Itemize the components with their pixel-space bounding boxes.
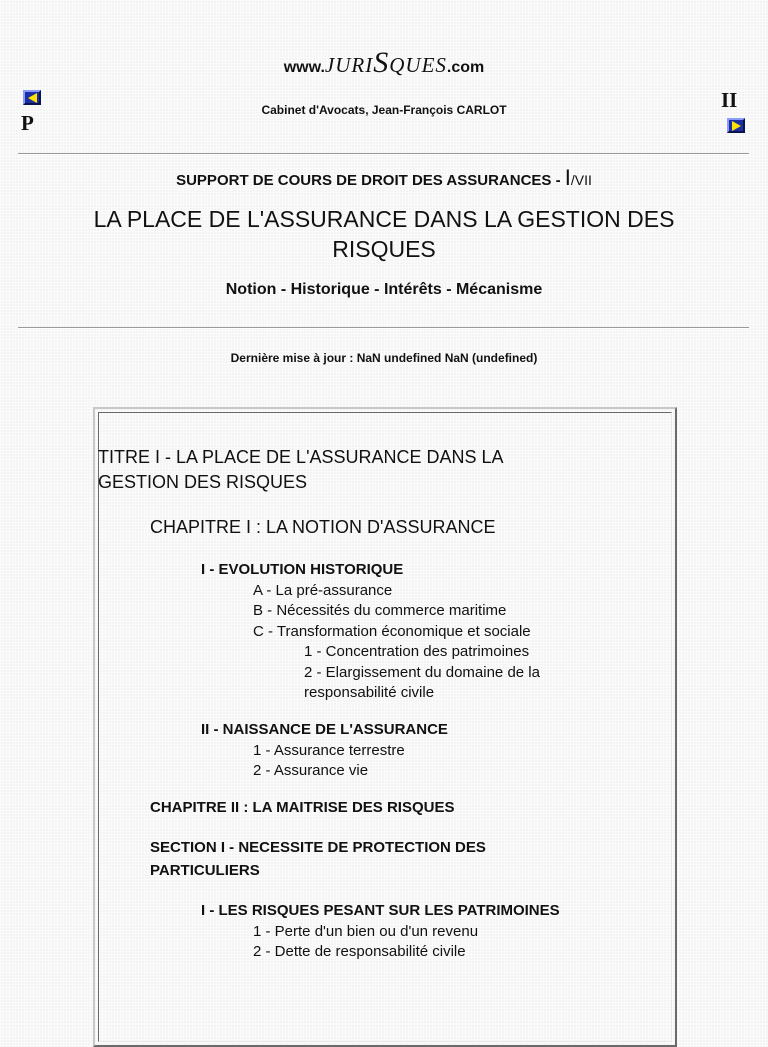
page-title: LA PLACE DE L'ASSURANCE DANS LA GESTION DES RISQUES [93,206,675,262]
header-divider [18,153,749,155]
toc-section-1-line-2[interactable]: PARTICULIERS [150,862,260,879]
toc-titre-line-2[interactable]: GESTION DES RISQUES [98,472,308,492]
page-subtitle: Notion - Historique - Intérêts - Mécanisme [225,281,543,298]
toc-item-s1-2[interactable]: 2 - Dette de responsabilité civile [253,943,466,960]
toc-item-2-1[interactable]: 1 - Assurance terrestre [253,742,405,759]
site-brand-part-b: QUES [389,53,447,77]
toc-item-a[interactable]: A - La pré-assurance [253,582,393,599]
last-updated: Dernière mise à jour : NaN undefined NaN (undefined) [230,351,538,365]
toc-part-1[interactable]: I - EVOLUTION HISTORIQUE [201,561,404,578]
site-brand [324,46,447,79]
toc-item-2-2[interactable]: 2 - Assurance vie [253,762,369,779]
toc-chapitre-2[interactable]: CHAPITRE II : LA MAITRISE DES RISQUES [150,799,455,816]
toc-part-2[interactable]: II - NAISSANCE DE L'ASSURANCE [201,721,448,738]
next-button[interactable] [727,118,745,133]
toc-section-1-line-1[interactable]: SECTION I - NECESSITE DE PROTECTION DES [150,839,486,856]
previous-part-letter[interactable]: P [21,111,34,135]
title-divider [18,327,749,329]
site-brand-s: S [373,46,390,79]
toc-section-1-part-1[interactable]: I - LES RISQUES PESANT SUR LES PATRIMOINES [201,902,560,919]
site-name[interactable] [0,46,768,81]
course-part-total: /VII [570,172,592,188]
previous-button[interactable] [23,90,41,105]
next-part-label[interactable]: II [721,88,738,112]
toc-item-c2-line-2[interactable]: responsabilité civile [304,684,435,701]
toc-item-s1-1[interactable]: 1 - Perte d'un bien ou d'un revenu [253,923,479,940]
toc-item-c1[interactable]: 1 - Concentration des patrimoines [304,643,530,660]
firm-subtitle: Cabinet d'Avocats, Jean-François CARLOT [261,103,507,117]
arrow-left-icon [28,93,37,103]
toc-item-c2-line-1[interactable]: 2 - Elargissement du domaine de la [304,664,540,681]
course-label: SUPPORT DE COURS DE DROIT DES ASSURANCES - [176,172,565,189]
course-part-number: I [564,165,571,190]
site-suffix: .com [446,59,485,76]
course-heading [0,165,768,191]
toc-chapitre-1[interactable]: CHAPITRE I : LA NOTION D'ASSURANCE [150,517,496,537]
arrow-right-icon [732,121,741,131]
toc-titre-line-1[interactable]: TITRE I - LA PLACE DE L'ASSURANCE DANS LA [98,447,504,467]
toc-item-b[interactable]: B - Nécessités du commerce maritime [253,602,507,619]
toc-item-c[interactable]: C - Transformation économique et sociale [253,623,531,640]
site-prefix: www. [283,59,325,76]
site-brand-part-a: JURI [324,53,374,77]
